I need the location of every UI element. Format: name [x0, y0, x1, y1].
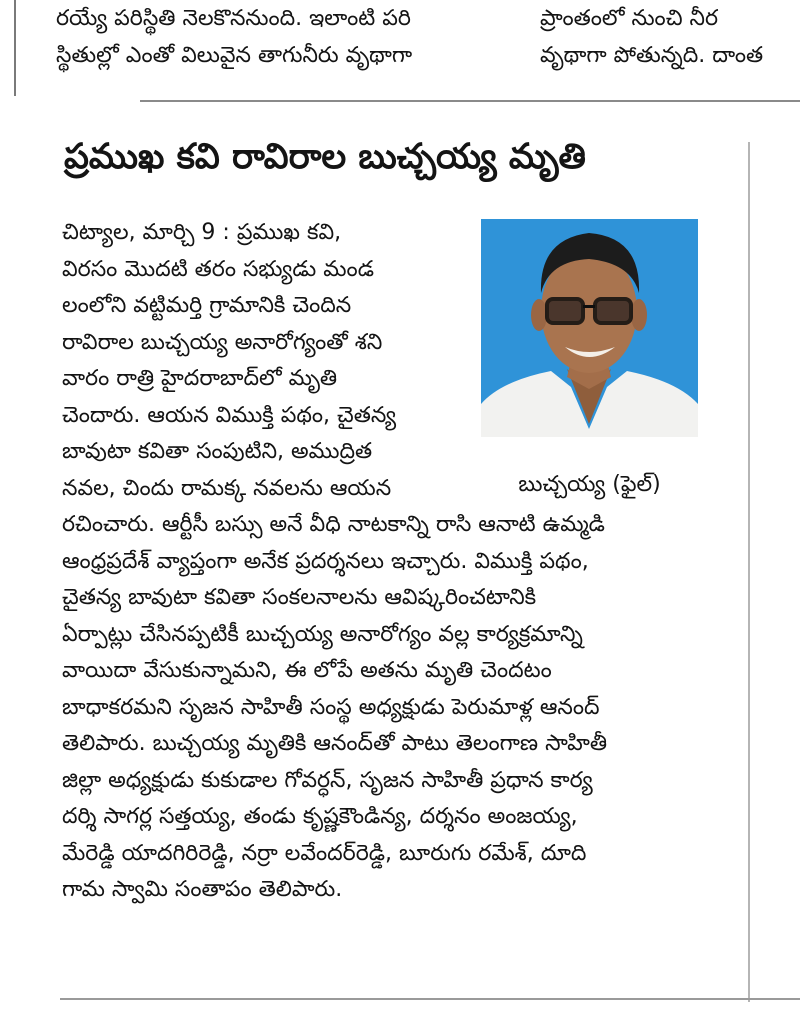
article-body-line: లంలోని వట్టిమర్తి గ్రామానికి చెందిన	[62, 293, 352, 318]
previous-article-left-column	[56, 0, 521, 74]
article-separator-top	[140, 100, 800, 102]
glasses-left-lens	[547, 299, 583, 323]
article-body-line: నవల, చిందు రామక్క నవలను ఆయన	[62, 475, 392, 501]
ear-left	[531, 299, 547, 331]
article-body-line: చిట్యాల, మార్చి 9 : ప్రముఖ కవి,	[62, 220, 342, 245]
article-body-line: మేరెడ్డి యాదగిరిరెడ్డి, నర్రా లవేందర్‌రెడ్డి, బూరుగు రమేశ్, దూది	[62, 840, 587, 866]
article-body-line: వాయిదా వేసుకున్నామని, ఈ లోపే అతను మృతి చెందటం	[62, 658, 552, 683]
ear-right	[631, 299, 647, 331]
glasses-right-lens	[595, 299, 631, 323]
article-body-line: చెందారు. ఆయన విముక్తి పథం, చైతన్య	[62, 402, 397, 428]
glasses-bridge	[583, 305, 595, 308]
article-body-line: రచించారు. ఆర్టీసీ బస్సు అనే వీధి నాటకాన్ని రాసి ఆనాటి ఉమ్మడి	[62, 512, 605, 537]
previous-article-line: ప్రాంతంలో నుంచి నీర	[540, 6, 719, 31]
article-body-line: గామ స్వామి సంతాపం తెలిపారు.	[62, 877, 343, 902]
article-body-line: రావిరాల బుచ్చయ్య అనారోగ్యంతో శని	[62, 329, 383, 355]
portrait-photo	[481, 219, 698, 437]
article-body-line: ఆంధ్రప్రదేశ్ వ్యాప్తంగా అనేక ప్రదర్శనలు ఇచ్చారు. విముక్తి పథం,	[62, 548, 589, 574]
previous-article-line: స్థితుల్లో ఎంతో విలువైన తాగునీరు వృథాగా	[56, 43, 413, 68]
article-body-line: చైతన్య బావుటా కవితా సంకలనాలను ఆవిష్కరించటానికి	[62, 585, 537, 610]
article-body-line: బావుటా కవితా సంపుటిని, అముద్రిత	[62, 439, 373, 464]
article-body-line: తెలిపారు. బుచ్చయ్య మృతికి ఆనంద్‌తో పాటు తెలంగాణ సాహితీ	[62, 731, 608, 756]
column-divider-right	[748, 142, 750, 1002]
photo-caption: బుచ్చయ్య (ఫైల్)	[518, 472, 661, 497]
article-body-line: బాధాకరమని సృజన సాహితీ సంస్థ అధ్యక్షుడు పెరుమాళ్ల ఆనంద్	[62, 694, 600, 720]
article-body-line: జిల్లా అధ్యక్షుడు కుకుడాల గోవర్ధన్, సృజన సాహితీ ప్రధాన కార్య	[62, 767, 593, 793]
article-body-line: విరసం మొదటి తరం సభ్యుడు మండ	[62, 256, 374, 282]
article-body-line: వారం రాత్రి హైదరాబాద్‌లో మృతి	[62, 366, 338, 391]
article-separator-bottom	[60, 998, 800, 1000]
previous-article-line: రయ్యే పరిస్థితి నెలకొననుంది. ఇలాంటి పరి	[56, 6, 411, 31]
previous-article-right-column	[540, 0, 800, 74]
article-headline: ప్రముఖ కవి రావిరాల బుచ్చయ్య మృతి	[64, 137, 586, 177]
article-body-line: ఏర్పాట్లు చేసినప్పటికీ బుచ్చయ్య అనారోగ్యం వల్ల కార్యక్రమాన్ని	[62, 621, 583, 647]
column-divider-left	[14, 0, 16, 96]
previous-article-line: వృథాగా పోతున్నది. దాంత	[540, 43, 764, 68]
portrait-illustration	[481, 219, 698, 437]
article-body-line: దర్శి సాగర్ల సత్తయ్య, తండు కృష్ణకౌండిన్య, దర్శనం అంజయ్య,	[62, 804, 578, 829]
